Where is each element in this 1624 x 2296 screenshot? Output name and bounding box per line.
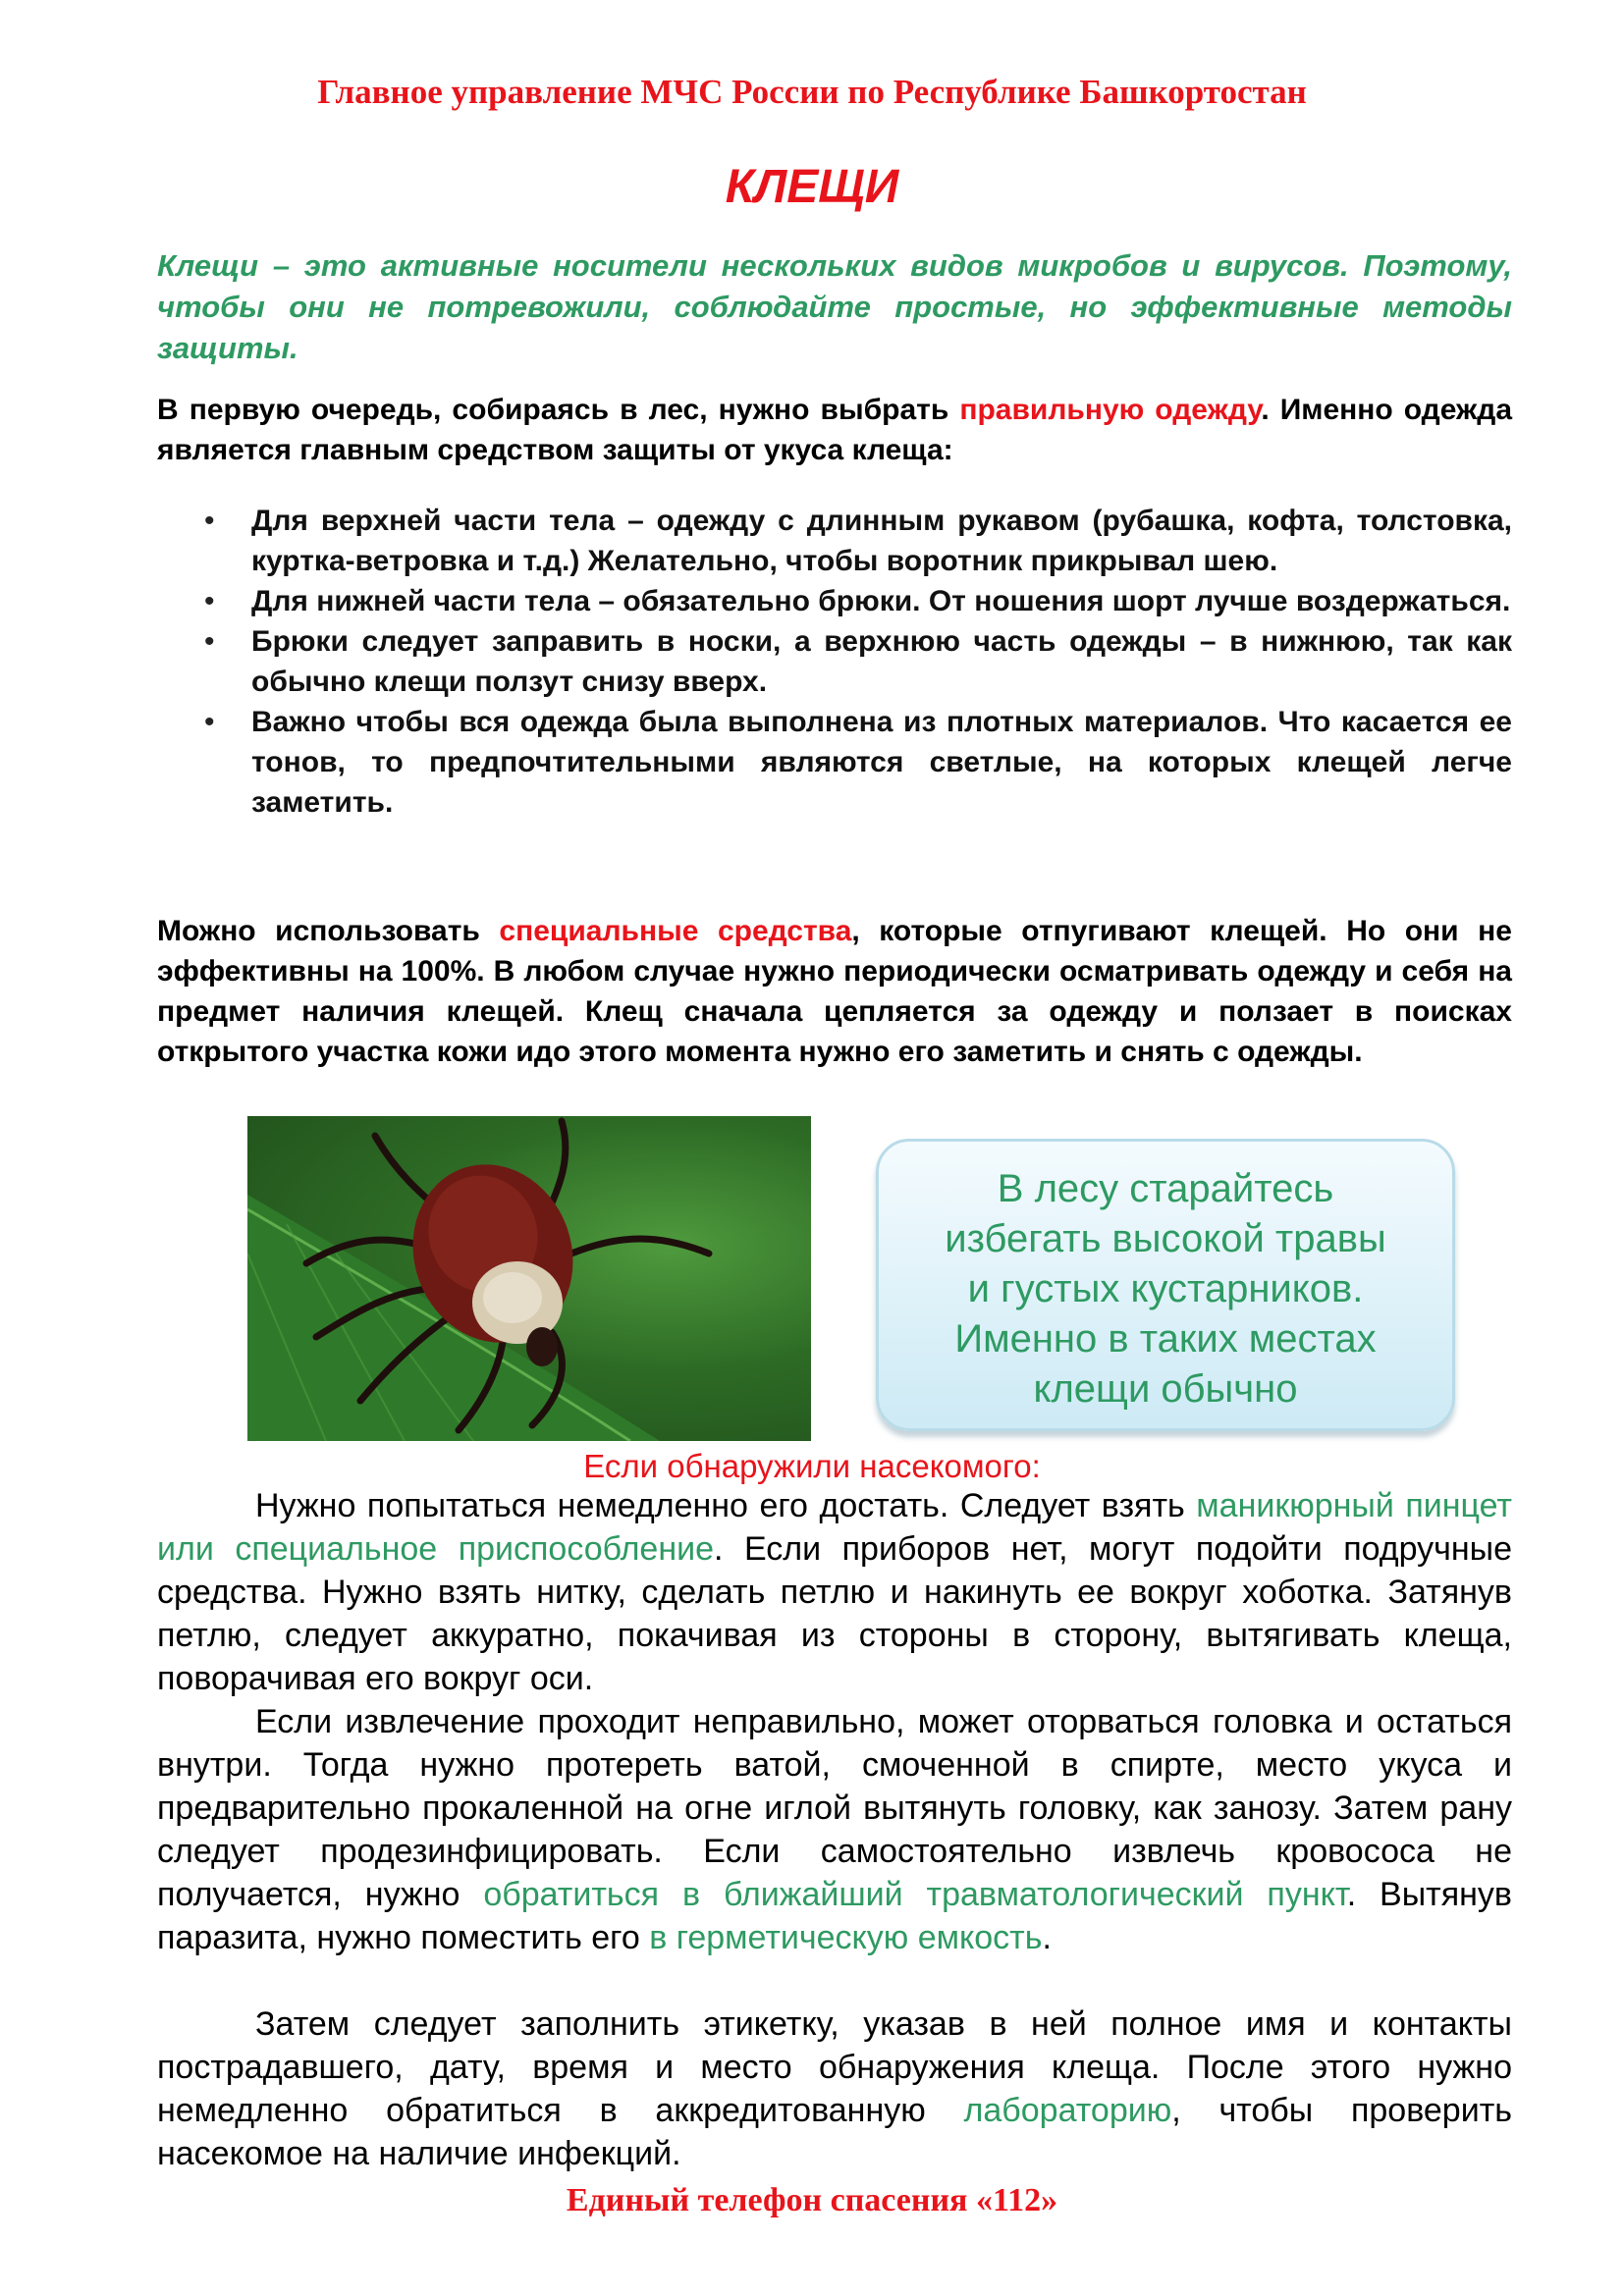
callout-line: избегать высокой травы [945,1217,1386,1260]
repellent-text-post: , которые отпугивают клещей. Но они не эффективны на 100%. В любом случае нужно периодически осматривать одежду и себя на предмет наличия клещей. Клещ сначала цепляется за одежду и ползает в поисках открытого участка кожи идо этого момента нужно его заметить и снять с одежды. [157,915,1512,1068]
clothing-bullet-list [157,501,1512,823]
trauma-center-highlight: обратиться в ближайший травматологический пункт [483,1876,1347,1913]
repellent-highlight: специальные средства [499,915,852,947]
head-text-pre: Если извлечение проходит неправильно, может оторваться головка и остаться внутри. Тогда нужно протереть ватой, смоченной в спирте, место укуса и предварительно прокаленной на огне иглой вытянуть головку, как занозу. Затем рану следует продезинфицировать. Если самостоятельно извлечь кровососа не получается, нужно [157,1703,1512,1913]
organization-header: Главное управление МЧС России по Республике Башкортостан [317,73,1307,111]
callout-line: клещи обычно [1033,1367,1298,1411]
repellent-paragraph [157,911,1512,1072]
removal-text-post: . Если приборов нет, могут подойти подручные средства. Нужно взять нитку, сделать петлю и накинуть ее вокруг хоботка. Затянув петлю, следует аккуратно, покачивая из стороны в сторону, вытягивать клеща, поворачивая его вокруг оси. [157,1530,1513,1697]
tick-icon [247,1116,811,1441]
tick-photo [247,1116,811,1441]
lab-text-pre: Затем следует заполнить этикетку, указав в ней полное имя и контакты пострадавшего, дату, время и место обнаружения клеща. После этого нужно немедленно обратиться в аккредитованную [157,2005,1512,2129]
removal-text-pre: Нужно попытаться немедленно его достать. Следует взять [255,1487,1197,1524]
forest-tip-callout [876,1139,1455,1431]
emergency-phone-footer: Единый телефон спасения «112» [566,2182,1058,2218]
head-removal-paragraph [157,1700,1512,1959]
bullet-icon: • [204,625,215,658]
found-insect-heading: Если обнаружили насекомого: [583,1448,1041,1484]
lab-highlight: лабораторию [963,2092,1172,2129]
head-text-post: . [1042,1919,1052,1956]
callout-line: и густых кустарников. [967,1267,1364,1310]
page-title: КЛЕЩИ [725,161,899,213]
callout-line: В лесу старайтесь [997,1167,1334,1210]
clothing-text-pre: В первую очередь, собираясь в лес, нужно выбрать [157,394,960,426]
container-highlight: в герметическую емкость [649,1919,1043,1956]
list-item [157,702,1512,823]
clothing-paragraph [157,390,1512,470]
list-item [157,581,1512,621]
list-item-text: Важно чтобы вся одежда была выполнена из плотных материалов. Что касается ее тонов, то предпочтительными являются светлые, на которых клещей легче заметить. [251,706,1512,819]
head-text-mid: . Вытянув паразита, нужно поместить его [157,1876,1512,1956]
list-item [157,621,1512,702]
bullet-icon: • [204,585,215,617]
bullet-icon: • [204,505,215,537]
lab-text-post: , чтобы проверить насекомое на наличие инфекций. [157,2092,1512,2172]
tweezers-highlight: маникюрный пинцет или специальное приспособление [157,1487,1512,1568]
list-item [157,501,1512,581]
list-item-text: Для нижней части тела – обязательно брюки. От ношения шорт лучше воздержаться. [251,585,1511,617]
clothing-highlight: правильную одежду [959,394,1262,426]
intro-paragraph: Клещи – это активные носители нескольких видов микробов и вирусов. Поэтому, чтобы они не потревожили, соблюдайте простые, но эффективные методы защиты. [157,248,1512,365]
clothing-text-post: . Именно одежда является главным средством защиты от укуса клеща: [157,394,1512,466]
repellent-text-pre: Можно использовать [157,915,500,947]
callout-line: Именно в таких местах [954,1317,1377,1361]
lab-paragraph [157,2002,1512,2175]
bullet-icon: • [204,706,215,738]
list-item-text: Брюки следует заправить в носки, а верхнюю часть одежды – в нижнюю, так как обычно клещи ползут снизу вверх. [251,625,1512,698]
removal-paragraph [157,1484,1512,1700]
list-item-text: Для верхней части тела – одежду с длинным рукавом (рубашка, кофта, толстовка, куртка-ветровка и т.д.) Желательно, чтобы воротник прикрывал шею. [251,505,1512,577]
